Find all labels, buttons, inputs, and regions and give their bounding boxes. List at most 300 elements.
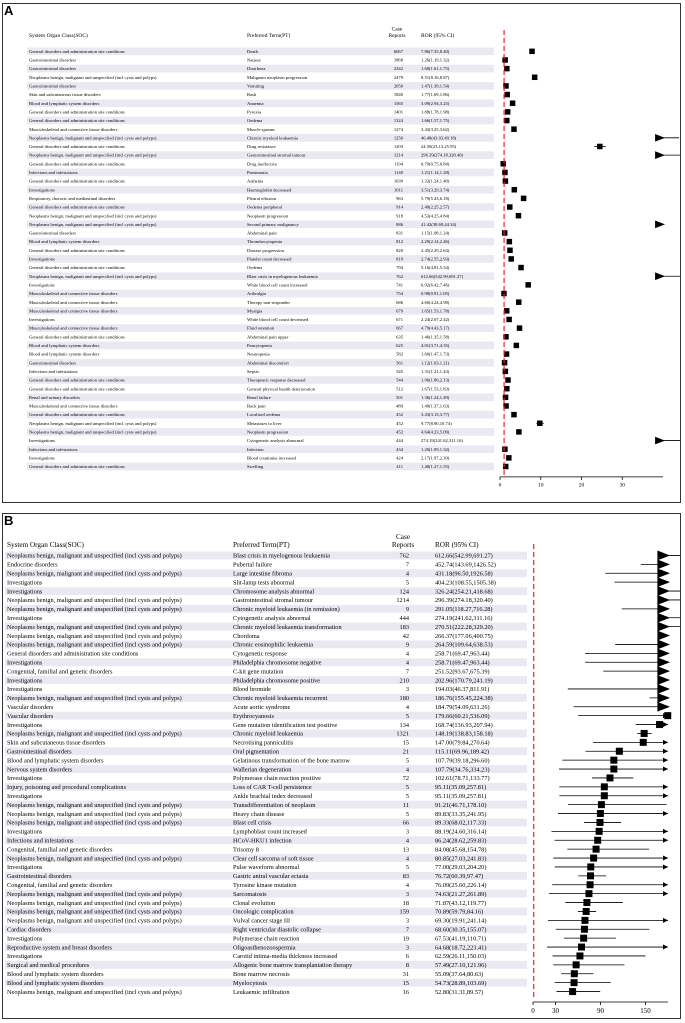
row-soc: General disorders and administration site conditions (29, 334, 125, 340)
point-estimate-marker (502, 57, 508, 63)
row-pt: Oligoasthenozoospermia (233, 944, 296, 952)
row-cases: 561 (396, 360, 403, 366)
row-cases: 582 (396, 351, 403, 357)
row-soc: General disorders and administration site conditions (29, 464, 125, 470)
row-pt: Blood creatinine increased (247, 455, 296, 461)
row-cases: 5 (405, 864, 409, 872)
row-ror: 194.03(46.37,811.91) (435, 686, 490, 694)
row-ror: 1.26(1.19,1.32) (421, 57, 450, 63)
row-ror: 296.39(274.18,320.40) (421, 152, 464, 158)
point-estimate-marker (657, 551, 670, 561)
row-pt: White blood cell count decreased (247, 317, 309, 323)
row-ror: 258.71(69.47,963.44) (435, 650, 490, 658)
row-cases: 5 (405, 712, 409, 720)
point-estimate-marker (657, 675, 670, 685)
row-cases: 5 (405, 579, 409, 587)
row-ror: 86.24(28.62,259.83) (435, 837, 487, 845)
row-soc: Congenital, familial and genetic disorders (7, 846, 113, 854)
row-ror: 6.92(6.42,7.46) (421, 282, 450, 288)
row-pt: Polymerase chain reaction positive (233, 775, 321, 783)
row-cases: 671 (396, 317, 403, 323)
row-ror: 3.43(3.13,3.77) (421, 412, 450, 418)
row-cases: 1140 (393, 170, 403, 176)
row-pt: White blood cell count increased (247, 282, 308, 288)
row-ror: 41.42(38.69,44.34) (421, 221, 457, 227)
row-soc: Gastrointestinal disorders (7, 873, 72, 881)
row-pt: Thrombocytopenia (247, 239, 282, 245)
point-estimate-marker (581, 917, 588, 924)
row-ror: 0.79(0.75,0.84) (421, 161, 450, 167)
row-soc: Neoplasms benign, malignant and unspecified (incl cysts and polyps) (29, 273, 157, 279)
row-pt: Drug resistance (247, 144, 276, 150)
row-soc: General disorders and administration site conditions (29, 48, 125, 54)
point-estimate-marker (597, 810, 604, 817)
row-pt: Pleural effusion (247, 195, 277, 201)
row-soc: Neoplasms benign, malignant and unspecified (incl cysts and polyps) (7, 641, 182, 649)
ci-arrow (663, 722, 668, 727)
row-cases: 1011 (393, 187, 403, 193)
point-estimate-marker (502, 230, 508, 236)
row-cases: 4 (405, 703, 409, 711)
row-pt: Pubertal failure (233, 561, 272, 569)
row-ror: 107.79(39.18,296.60) (435, 757, 490, 765)
point-estimate-marker (502, 446, 508, 452)
row-ror: 251.52(93.67,675.39) (435, 668, 490, 676)
row-soc: Investigations (7, 792, 43, 800)
row-ror: 2.24(2.07,2.42) (421, 317, 450, 323)
row-soc: General disorders and administration site conditions (29, 386, 125, 392)
point-estimate-marker (511, 126, 517, 132)
row-ror: 102.61(78.71,133.77) (435, 775, 490, 783)
row-ror: 84.08(45.68,154.78) (435, 846, 487, 854)
ci-arrow (663, 864, 668, 869)
row-soc: General disorders and administration site conditions (29, 118, 125, 124)
row-cases: 3 (405, 917, 409, 925)
point-estimate-marker (657, 568, 670, 578)
row-ror: 24.50(23.13,25.95) (421, 144, 457, 150)
row-ror: 1.31(1.21,1.43) (421, 368, 450, 374)
row-pt: Drug ineffective (247, 161, 278, 167)
header-ror: ROR (95% CI) (421, 33, 455, 39)
row-soc: Investigations (7, 677, 43, 685)
row-cases: 9 (405, 641, 409, 649)
row-soc: General disorders and administration site conditions (29, 144, 125, 150)
row-ror: 4.64(4.23,5.09) (421, 429, 450, 435)
row-soc: General disorders and administration site conditions (29, 412, 125, 418)
row-soc: Injury, poisoning and procedural complications (7, 784, 127, 792)
row-soc: General disorders and administration site conditions (7, 650, 139, 658)
row-pt: Clear cell sarcoma of soft tissue (233, 855, 314, 863)
row-pt: Disease progression (247, 247, 284, 253)
row-pt: Right ventricular diastolic collapse (233, 926, 321, 934)
row-cases: 1214 (396, 597, 409, 605)
row-cases: 886 (396, 221, 403, 227)
x-tick-label: 30 (552, 1007, 559, 1015)
row-ror: 70.89(59.79,84.16) (435, 908, 484, 916)
row-soc: Investigations (7, 953, 43, 961)
point-estimate-marker (587, 881, 594, 888)
row-cases: 180 (399, 695, 409, 703)
point-estimate-marker (518, 265, 524, 271)
row-cases: 15 (402, 979, 409, 987)
row-ror: 1.15(1.08,1.24) (421, 230, 450, 236)
point-estimate-marker (657, 693, 670, 703)
row-soc: Infections and infestations (29, 368, 78, 374)
row-pt: Death (247, 48, 258, 54)
row-ror: 2.40(2.25,2.57) (421, 204, 450, 210)
point-estimate-marker (593, 846, 600, 853)
row-soc: Infections and infestations (7, 837, 74, 845)
row-pt: Heavy chain disease (233, 810, 285, 818)
row-cases: 4 (405, 766, 409, 774)
point-estimate-marker (506, 455, 512, 461)
row-pt: Platelet count decreased (247, 256, 292, 262)
point-estimate-marker (656, 721, 663, 728)
point-estimate-marker (657, 657, 670, 667)
row-soc: Blood and lymphatic system disorders (7, 757, 104, 765)
row-soc: Investigations (29, 256, 55, 262)
ci-arrow (663, 767, 668, 772)
row-ror: 89.33(68.02,117.33) (435, 819, 487, 827)
row-ror: 274.19(241.62,311.16) (435, 614, 493, 622)
row-soc: Neoplasms benign, malignant and unspecified (incl cysts and polyps) (29, 429, 157, 435)
row-ror: 270.51(222.28,329.20) (435, 623, 493, 631)
row-pt: Fluid retention (247, 325, 275, 331)
row-ror: 1.20(1.09,1.32) (421, 446, 450, 452)
row-cases: 2479 (393, 74, 403, 80)
row-ror: 186.76(155.45,224.38) (435, 695, 493, 703)
row-soc: General disorders and administration site conditions (29, 204, 125, 210)
row-soc: General disorders and administration site conditions (29, 265, 125, 271)
row-soc: Neoplasms benign, malignant and unspecified (incl cysts and polyps) (7, 695, 182, 703)
row-pt: Therapy non-responder (247, 299, 290, 305)
row-soc: Neoplasms benign, malignant and unspecified (incl cysts and polyps) (29, 420, 157, 426)
row-soc: Congenital, familial and genetic disorders (7, 668, 113, 676)
row-ror: 88.19(24.60,316.14) (435, 828, 487, 836)
point-estimate-marker (521, 196, 527, 202)
ci-arrow (663, 829, 668, 834)
point-estimate-marker (500, 161, 506, 167)
point-estimate-marker (596, 828, 603, 835)
ci-arrow (663, 749, 668, 754)
row-pt: Nausea (247, 57, 261, 63)
row-cases: 544 (396, 377, 403, 383)
row-soc: Neoplasms benign, malignant and unspecified (incl cysts and polyps) (29, 74, 157, 80)
row-ror: 296.39(274.18,320.40) (435, 597, 493, 605)
row-ror: 4.01(3.71,4.35) (421, 343, 450, 349)
point-estimate-marker (504, 92, 510, 98)
row-pt: Large intestine fibroma (233, 570, 292, 578)
row-soc: Infections and infestations (29, 170, 78, 176)
row-ror: 431.18(96.50,1926.58) (435, 570, 493, 578)
row-soc: Gastrointestinal disorders (29, 230, 77, 236)
row-cases: 1250 (393, 135, 403, 141)
row-cases: 4 (405, 855, 409, 863)
row-soc: Gastrointestinal disorders (29, 360, 77, 366)
row-pt: Oncologic complication (233, 908, 294, 916)
row-soc: Vascular disorders (7, 703, 54, 711)
row-pt: Second primary malignancy (247, 221, 299, 227)
row-soc: Investigations (29, 455, 55, 461)
row-ror: 1.68(1.61,1.75) (421, 66, 450, 72)
row-soc: Blood and lymphatic system disorders (29, 239, 100, 245)
row-soc: Skin and subcutaneous tissue disorders (7, 739, 106, 747)
row-cases: 2342 (393, 66, 403, 72)
row-cases: 83 (402, 873, 409, 881)
forest-plot-a (3, 4, 680, 502)
row-ror: 452.74(143.69,1426.52) (435, 561, 496, 569)
row-cases: 741 (396, 282, 403, 288)
row-pt: Philadelphia chromosome negative (233, 659, 322, 667)
row-ror: 0.98(0.91,1.05) (421, 291, 450, 297)
row-cases: 434 (396, 446, 403, 452)
header-cases-line2: Reports (388, 33, 406, 39)
row-pt: Anaemia (247, 100, 264, 106)
point-estimate-marker (507, 239, 513, 245)
row-soc: Skin and subcutaneous tissue disorders (29, 92, 101, 98)
point-estimate-marker (514, 343, 520, 349)
point-estimate-marker (517, 325, 523, 331)
row-cases: 1565 (393, 100, 403, 106)
row-ror: 74.63(21.27,261.89) (435, 890, 487, 898)
row-cases: 11 (402, 801, 409, 809)
row-cases: 159 (399, 908, 409, 916)
point-estimate-marker (502, 170, 508, 176)
point-estimate-marker (598, 801, 605, 808)
header-ror: ROR (95% CI) (435, 541, 479, 549)
row-ror: 5.79(5.43,6.18) (421, 195, 450, 201)
row-soc: Neoplasms benign, malignant and unspecified (incl cysts and polyps) (7, 801, 182, 809)
row-soc: Investigations (7, 721, 43, 729)
row-cases: 501 (396, 394, 403, 400)
row-pt: General physical health deterioration (247, 386, 315, 392)
row-pt: Myalgia (247, 308, 263, 314)
row-pt: Polymerase chain reaction (233, 935, 300, 943)
row-soc: Neoplasms benign, malignant and unspecified (incl cysts and polyps) (29, 135, 157, 141)
point-estimate-marker (601, 792, 608, 799)
row-cases: 1203 (393, 144, 403, 150)
row-pt: Vomiting (247, 83, 265, 89)
row-cases: 812 (396, 239, 403, 245)
row-soc: Infections and infestations (29, 446, 78, 452)
row-soc: Musculoskeletal and connective tissue disorders (29, 291, 118, 297)
point-estimate-marker (508, 256, 514, 262)
row-pt: Trisomy 8 (233, 846, 259, 854)
row-pt: Bone marrow necrosis (233, 970, 290, 978)
header-pt: Preferred Term(PT) (233, 541, 290, 549)
row-pt: Asthenia (247, 178, 264, 184)
point-estimate-marker (581, 926, 588, 933)
row-soc: Neoplasms benign, malignant and unspecified (incl cysts and polyps) (29, 152, 157, 158)
point-estimate-marker (504, 118, 510, 124)
row-soc: Gastrointestinal disorders (29, 57, 77, 63)
row-pt: Oedema (247, 118, 263, 124)
row-pt: Chronic myeloid leukaemia (233, 730, 303, 738)
row-cases: 1214 (393, 152, 403, 158)
row-soc: Neoplasms benign, malignant and unspecified (incl cysts and polyps) (29, 213, 157, 219)
row-ror: 5.16(4.81,5.54) (421, 265, 450, 271)
row-soc: Neoplasms benign, malignant and unspecified (incl cysts and polyps) (7, 988, 182, 996)
x-tick-label: 0 (498, 482, 502, 489)
row-ror: 1.60(1.47,1.73) (421, 351, 450, 357)
point-estimate-marker (657, 577, 670, 587)
point-estimate-marker (616, 748, 623, 755)
row-cases: 15 (402, 739, 409, 747)
row-cases: 7 (405, 668, 409, 676)
row-pt: Acute aortic syndrome (233, 703, 291, 711)
row-cases: 512 (396, 386, 403, 392)
row-pt: Wallerian degeneration (233, 766, 292, 774)
row-cases: 7 (405, 926, 409, 934)
row-cases: 5 (405, 792, 409, 800)
row-cases: 72 (402, 775, 409, 783)
point-estimate-marker (504, 386, 510, 392)
row-soc: Neoplasms benign, malignant and unspecified (incl cysts and polyps) (7, 597, 182, 605)
row-soc: Blood and lymphatic system disorders (29, 351, 100, 357)
row-ror: 404.23(108.55,1505.38) (435, 579, 496, 587)
row-cases: 1321 (396, 730, 409, 738)
ci-arrow (663, 918, 668, 923)
point-estimate-marker (657, 640, 670, 650)
row-pt: Oral pigmentation (233, 748, 279, 756)
row-soc: Investigations (7, 659, 43, 667)
point-estimate-marker (578, 944, 585, 951)
point-estimate-marker (657, 595, 670, 605)
row-ror: 148.19(138.83,158.18) (435, 730, 493, 738)
row-ror: 4.60(4.24,4.98) (421, 299, 450, 305)
row-pt: Transdifferentiation of neoplasm (233, 801, 316, 809)
point-estimate-marker (657, 684, 670, 694)
row-soc: Investigations (7, 775, 43, 783)
row-cases: 210 (399, 677, 409, 685)
row-cases: 914 (396, 204, 403, 210)
row-cases: 1868 (393, 57, 403, 63)
row-soc: Neoplasms benign, malignant and unspecified (incl cysts and polyps) (7, 855, 182, 863)
point-estimate-marker (597, 144, 603, 150)
row-ror: 54.73(28.89,103.69) (435, 979, 487, 987)
row-cases: 411 (396, 464, 403, 470)
row-ror: 89.83(33.35,241.95) (435, 810, 487, 818)
row-ror: 76.72(60.39,97.47) (435, 873, 484, 881)
row-soc: Neoplasms benign, malignant and unspecified (incl cysts and polyps) (7, 623, 182, 631)
row-pt: Cytogenetic analysis abnormal (247, 438, 304, 444)
row-ror: 612.66(542.99,691.27) (421, 273, 464, 279)
row-pt: Vulval cancer stage III (233, 917, 291, 925)
row-ror: 77.00(29.03,204.20) (435, 864, 487, 872)
row-pt: Cytogenetic response (233, 650, 288, 658)
row-pt: Neoplasm progression (247, 429, 289, 435)
x-tick-label: 30 (619, 482, 625, 489)
x-tick-label: 0 (531, 1007, 535, 1015)
row-soc: Surgical and medical procedures (7, 962, 90, 970)
point-estimate-marker (640, 739, 647, 746)
row-cases: 6067 (393, 48, 403, 54)
row-soc: Musculoskeletal and connective tissue disorders (29, 299, 118, 305)
row-ror: 71.87(43.12,119.77) (435, 899, 487, 907)
point-estimate-marker (516, 429, 522, 435)
row-soc: Investigations (7, 864, 43, 872)
row-soc: General disorders and administration site conditions (29, 178, 125, 184)
row-pt: Gene mutation identification test positive (233, 721, 338, 729)
point-estimate-marker (573, 961, 580, 968)
row-soc: General disorders and administration site conditions (29, 247, 125, 253)
row-cases: 754 (396, 291, 403, 297)
row-soc: Neoplasms benign, malignant and unspecified (incl cysts and polyps) (29, 221, 157, 227)
row-pt: Abdominal pain upper (247, 334, 289, 340)
row-ror: 2.74(2.55,2.93) (421, 256, 450, 262)
panel-b (2, 513, 681, 1019)
row-ror: 1.12(1.03,1.21) (421, 360, 450, 366)
row-pt: Allogenic bone marrow transplantation therapy (233, 962, 353, 970)
row-ror: 95.11(35.09,257.81) (435, 784, 487, 792)
row-pt: Rash (247, 92, 257, 98)
row-pt: Malignant neoplasm progression (247, 74, 308, 80)
row-ror: 147.00(79.84,270.64) (435, 739, 490, 747)
panel-b-label: B (4, 513, 14, 528)
row-pt: Chromosome analysis abnormal (233, 588, 315, 596)
row-cases: 444 (399, 614, 409, 622)
row-pt: Neutropenia (247, 351, 270, 357)
row-pt: Haemoglobin decreased (247, 187, 292, 193)
row-soc: Musculoskeletal and connective tissue disorders (29, 325, 118, 331)
row-pt: Gastrointestinal stromal tumour (233, 597, 314, 605)
row-pt: Diarrhoea (247, 66, 266, 72)
point-estimate-marker (580, 935, 587, 942)
point-estimate-marker (587, 863, 594, 870)
point-estimate-marker (657, 613, 670, 623)
row-pt: Erythrocyanosis (233, 712, 274, 720)
point-estimate-marker (571, 970, 578, 977)
row-cases: 831 (396, 230, 403, 236)
point-estimate-marker (610, 766, 617, 773)
point-estimate-marker (657, 559, 670, 569)
row-cases: 1840 (393, 92, 403, 98)
row-ror: 326.24(254.21,418.68) (435, 588, 493, 596)
row-cases: 3 (405, 828, 409, 836)
row-cases: 452 (396, 420, 403, 426)
ci-arrow (663, 882, 668, 887)
row-ror: 57.49(27.10,121.96) (435, 962, 487, 970)
row-cases: 4 (405, 650, 409, 658)
row-soc: Neoplasms benign, malignant and unspecified (incl cysts and polyps) (7, 552, 182, 560)
row-pt: Myelocytosis (233, 979, 267, 987)
panel-a-label: A (4, 3, 14, 18)
row-soc: Blood and lymphatic system disorders (7, 970, 104, 978)
row-cases: 31 (402, 970, 409, 978)
row-ror: 2.17(1.97,2.39) (421, 455, 450, 461)
row-cases: 963 (396, 195, 403, 201)
row-cases: 1194 (393, 161, 403, 167)
row-cases: 820 (396, 247, 403, 253)
row-cases: 4 (405, 659, 409, 667)
row-soc: Blood and lymphatic system disorders (29, 100, 100, 106)
row-cases: 794 (396, 265, 403, 271)
row-cases: 5 (405, 757, 409, 765)
row-soc: General disorders and administration site conditions (29, 377, 125, 383)
point-estimate-marker (641, 730, 648, 737)
row-ror: 69.30(19.91,241.14) (435, 917, 487, 925)
row-ror: 2.45(2.29,2.63) (421, 247, 450, 253)
row-pt: Philadelphia chromosome positive (233, 677, 321, 685)
row-soc: Investigations (7, 588, 43, 596)
row-ror: 1.67(1.53,1.83) (421, 386, 450, 392)
row-cases: 4 (405, 570, 409, 578)
row-pt: Pyrexia (247, 109, 262, 115)
row-pt: Chronic myeloid leukaemia (in remission) (233, 606, 340, 614)
row-pt: Chronic myeloid leukaemia (247, 135, 299, 141)
row-cases: 4 (405, 881, 409, 889)
row-pt: Chronic myeloid leukaemia transformation (233, 623, 342, 631)
